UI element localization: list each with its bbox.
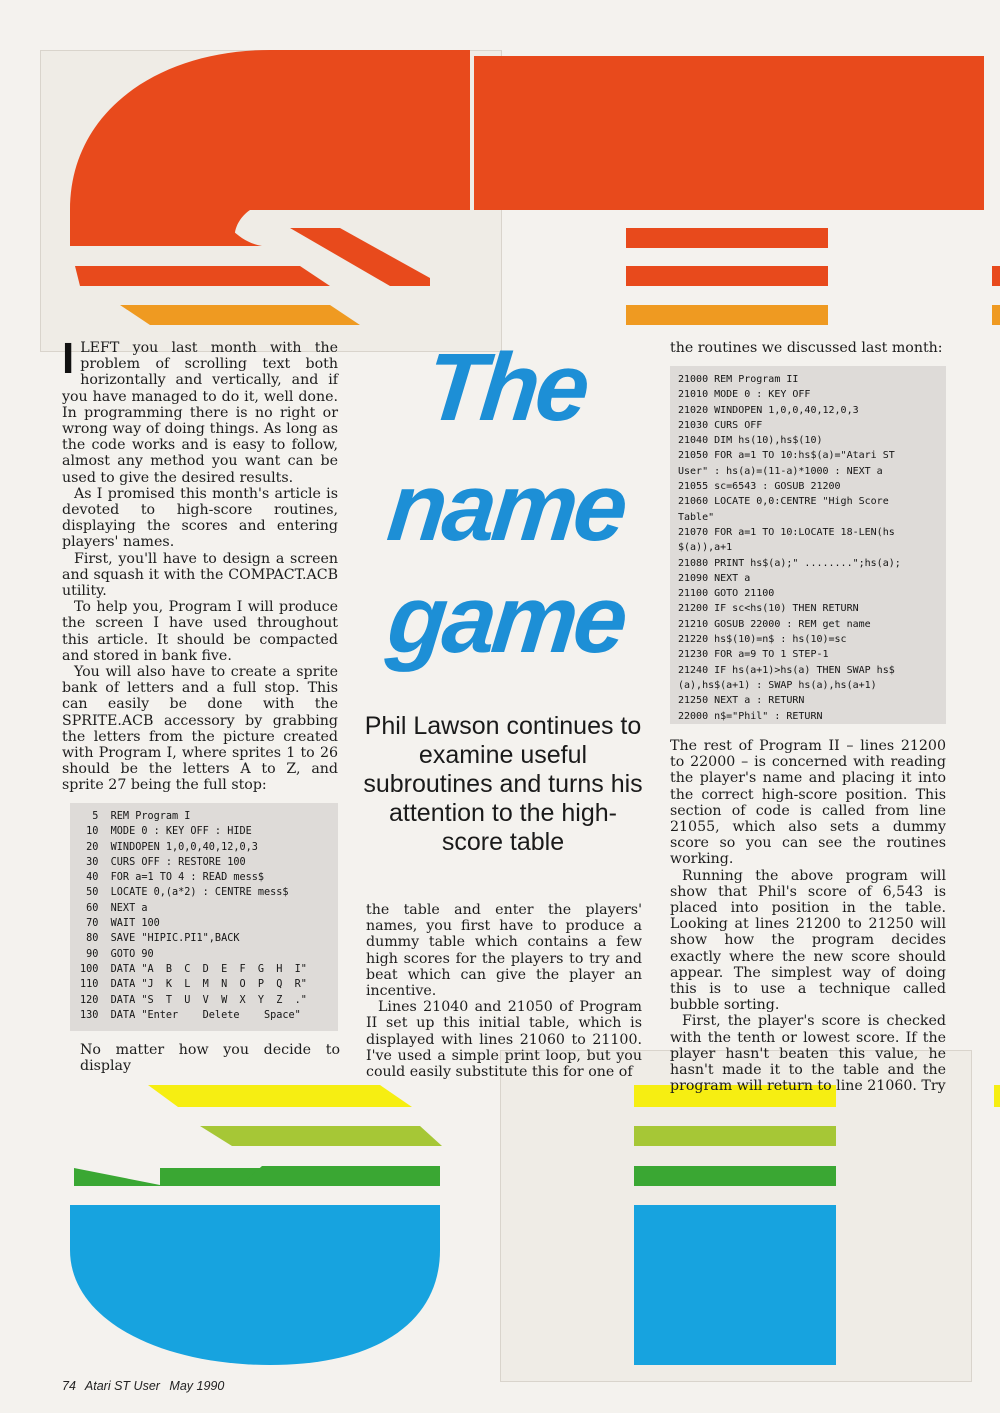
code-line: 21040 DIM hs(10),hs$(10) bbox=[678, 435, 823, 447]
t-stripe-orange bbox=[626, 305, 828, 325]
code-line: 70 WAIT 100 bbox=[80, 918, 160, 930]
code-line: 5 REM Program I bbox=[80, 811, 191, 822]
code-line: 21250 NEXT a : RETURN bbox=[678, 695, 805, 707]
code-line: 21070 FOR a=1 TO 10:LOCATE 18-LEN(hs bbox=[678, 526, 895, 538]
code-line: 21100 GOTO 21100 bbox=[678, 588, 775, 600]
drop-cap: I bbox=[62, 334, 75, 383]
paragraph: Running the above program will show that Phil's score of 6,543 is placed into position in the table. Looking at lines 21200 to 21250 will show how the program decides exactly where the new score should appear. The simplest way of doing this is to use a technique called bubble sorting. bbox=[670, 867, 946, 1014]
s-stripe-orange bbox=[120, 305, 360, 325]
paragraph: First, you'll have to design a screen and squash it with the COMPACT.ACB utility. bbox=[62, 550, 338, 600]
paragraph: First, the player's score is checked with the tenth or lowest score. If the player hasn't beaten this value, he hasn't made it to the table and the program will return to line 21060. Try bbox=[670, 1013, 946, 1095]
s-stripe-green-2 bbox=[240, 1166, 440, 1186]
paragraph: The rest of Program II – lines 21200 to 22000 – is concerned with reading the player's name and placing it into the correct high-score position. This section of code is called from line 21055, which also sets a dummy score so you can see the routines working. bbox=[670, 738, 946, 868]
t-edge-piece-yellow bbox=[994, 1085, 1000, 1107]
paragraph: the routines we discussed last month: bbox=[670, 340, 943, 356]
code-line: 100 DATA "A B C D E F G H I" bbox=[80, 963, 307, 975]
article-column-2 bbox=[366, 902, 642, 1080]
code-line: 21090 NEXT a bbox=[678, 572, 751, 584]
article-column-3-intro bbox=[670, 340, 946, 356]
headline-line-3: game bbox=[383, 566, 630, 673]
code-line: 21000 REM Program II bbox=[678, 374, 799, 385]
s-stripe-red-2 bbox=[75, 266, 330, 286]
code-line: 21010 MODE 0 : KEY OFF bbox=[678, 389, 811, 401]
code-line: 90 GOTO 90 bbox=[80, 948, 154, 960]
code-line: 120 DATA "S T U V W X Y Z ." bbox=[80, 994, 307, 1006]
code-line: User" : hs(a)=(11-a)*1000 : NEXT a bbox=[678, 465, 883, 477]
code-line: 21020 WINDOPEN 1,0,0,40,12,0,3 bbox=[678, 404, 859, 416]
article-column-1-continued bbox=[80, 1042, 340, 1074]
code-line: 21240 IF hs(a+1)>hs(a) THEN SWAP hs$ bbox=[678, 664, 895, 676]
code-line: 30 CURS OFF : RESTORE 100 bbox=[80, 856, 246, 868]
t-stripe-red-1 bbox=[626, 228, 828, 248]
s-stripe-yellow bbox=[148, 1085, 412, 1107]
code-line: 10 MODE 0 : KEY OFF : HIDE bbox=[80, 826, 252, 838]
code-line: 21230 FOR a=9 TO 1 STEP-1 bbox=[678, 649, 829, 661]
code-line: Table" bbox=[678, 511, 715, 523]
s-bottom-bowl bbox=[70, 1205, 440, 1365]
code-line: 21050 FOR a=1 TO 10:hs$(a)="Atari ST bbox=[678, 450, 895, 462]
code-line: 60 NEXT a bbox=[80, 902, 148, 914]
code-line: 21055 sc=6543 : GOSUB 21200 bbox=[678, 481, 841, 493]
page-number: 74 bbox=[62, 1379, 76, 1393]
code-line: 110 DATA "J K L M N O P Q R" bbox=[80, 979, 307, 991]
standfirst: Phil Lawson continues to examine useful subroutines and turns his attention to the high-score table bbox=[363, 712, 643, 856]
program-2-listing bbox=[670, 366, 946, 724]
paragraph: the table and enter the players' names, you first have to produce a dummy table which contains a few high scores for the players to try and beat which can give the player an incentive. bbox=[366, 902, 642, 1000]
paragraph: As I promised this month's article is devoted to high-score routines, displaying the scores and entering players' names. bbox=[62, 485, 338, 551]
s-stripe-light-green bbox=[200, 1126, 442, 1146]
code-line: (a),hs$(a+1) : SWAP hs(a),hs(a+1) bbox=[678, 679, 877, 691]
code-line: 50 LOCATE 0,(a*2) : CENTRE mess$ bbox=[80, 887, 289, 899]
paragraph: Lines 21040 and 21050 of Program II set up this initial table, which is displayed with lines 21060 to 21100. I've used a simple print loop, but you could easily substitute this for one of bbox=[366, 999, 642, 1081]
headline-line-2: name bbox=[383, 454, 630, 561]
article-column-3 bbox=[670, 738, 946, 1094]
code-line: 20 WINDOPEN 1,0,0,40,12,0,3 bbox=[80, 841, 258, 853]
s-top-bowl bbox=[70, 50, 470, 246]
t-stripe-red-2 bbox=[626, 266, 828, 286]
paragraph: To help you, Program I will produce the screen I have used throughout this article. It should be compacted and stored in bank five. bbox=[62, 599, 338, 664]
code-line: 21080 PRINT hs$(a);" ........";hs(a); bbox=[678, 557, 901, 569]
paragraph: No matter how you decide to display bbox=[80, 1042, 340, 1075]
t-stripe-green bbox=[634, 1166, 836, 1186]
code-line: 21200 IF sc<hs(10) THEN RETURN bbox=[678, 603, 859, 615]
t-edge-piece bbox=[992, 266, 1000, 286]
t-edge-piece-orange bbox=[992, 305, 1000, 325]
paragraph: You will also have to create a sprite bank of letters and a full stop. This can easily be done with the SPRITE.ACB accessory by grabbing the letters from the picture created with Program I, where sprites 1 to 26 should be the letters A to Z, and sprite 27 being the full stop: bbox=[62, 664, 338, 794]
magazine-name: Atari ST User bbox=[84, 1379, 160, 1393]
code-line: 21030 CURS OFF bbox=[678, 419, 763, 431]
code-line: 130 DATA "Enter Delete Space" bbox=[80, 1009, 301, 1021]
code-line: $(a)),a+1 bbox=[678, 542, 733, 554]
t-stem-blue bbox=[634, 1205, 836, 1365]
issue-date: May 1990 bbox=[169, 1379, 225, 1393]
page-footer bbox=[62, 1379, 230, 1393]
code-line: 21210 GOSUB 22000 : REM get name bbox=[678, 618, 871, 630]
article-column-1 bbox=[62, 334, 338, 794]
program-1-listing bbox=[70, 803, 338, 1031]
paragraph-text: LEFT you last month with the problem of scrolling text both horizontally and vertically, and if you have managed to do it, well done. In programming there is no right or wrong way of doing things. As long as the code works and is easy to follow, almost any method you want can be used to give the desired results. bbox=[62, 340, 338, 486]
code-line: 40 FOR a=1 TO 4 : READ mess$ bbox=[80, 872, 265, 884]
code-line: 21060 LOCATE 0,0:CENTRE "High Score bbox=[678, 496, 889, 508]
t-top-bar bbox=[474, 56, 984, 210]
code-line: 22000 n$="Phil" : RETURN bbox=[678, 710, 823, 722]
headline-line-1: The bbox=[421, 334, 592, 441]
code-line: 21220 hs$(10)=n$ : hs(10)=sc bbox=[678, 634, 847, 646]
paragraph bbox=[62, 334, 338, 486]
t-stripe-light-green bbox=[634, 1126, 836, 1146]
code-line: 80 SAVE "HIPIC.PI1",BACK bbox=[80, 933, 240, 945]
